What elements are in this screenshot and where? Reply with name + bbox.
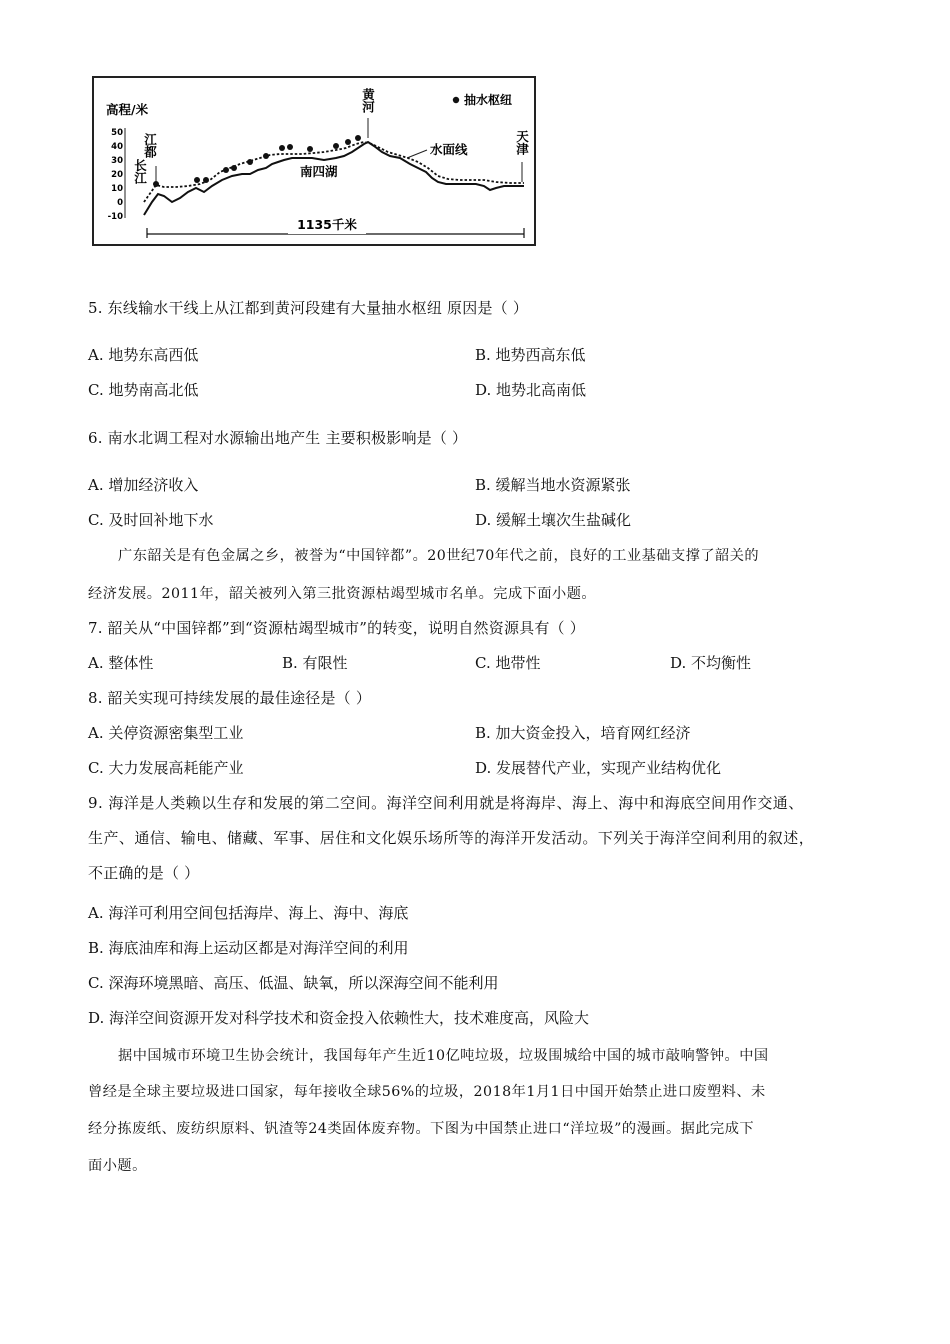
lake-label: 南四湖 [300,164,338,179]
pump-station-marker [247,159,253,165]
passage2-line2: 曾经是全球主要垃圾进口国家，每年接收全球56%的垃圾，2018年1月1日中国开始禁止进口废塑料、未 [88,1084,766,1100]
y-tick: -10 [107,212,123,222]
q6-stem: 6. 南水北调工程对水源输出地产生 主要积极影响是（ ） [88,429,468,447]
q8-option-b[interactable]: B. 加大资金投入，培育网红经济 [475,724,691,742]
yellow-river-label: 黄河 [360,88,376,113]
distance-label: 1135千米 [297,217,357,232]
pump-station-marker [333,143,339,149]
q6-option-d[interactable]: D. 缓解土壤次生盐碱化 [475,511,632,529]
legend-pump-label: 抽水枢纽 [464,93,513,107]
pump-station-marker [223,167,229,173]
q5-stem: 5. 东线输水干线上从江都到黄河段建有大量抽水枢纽 原因是（ ） [88,299,529,317]
pump-station-marker [203,177,209,183]
pump-station-marker [194,177,200,183]
q9-stem-line2: 生产、通信、输电、储藏、军事、居住和文化娱乐场所等的海洋开发活动。下列关于海洋空间利用的叙述， [88,829,815,847]
y-axis-label: 高程/米 [106,102,149,117]
elevation-profile-figure [92,76,536,246]
q8-option-c[interactable]: C. 大力发展高耗能产业 [88,759,244,777]
passage2-line3: 经分拣废纸、废纺织原料、钒渣等24类固体废弃物。下图为中国禁止进口“洋垃圾”的漫画。据此完成下 [88,1121,755,1137]
q7-option-d[interactable]: D. 不均衡性 [670,654,752,672]
passage2-line1: 据中国城市环境卫生协会统计，我国每年产生近10亿吨垃圾，垃圾围城给中国的城市敲响警钟。中国 [118,1048,769,1064]
y-tick: 40 [111,142,123,152]
q8-stem: 8. 韶关实现可持续发展的最佳途径是（ ） [88,689,372,707]
passage1-line2: 经济发展。2011年，韶关被列入第三批资源枯竭型城市名单。完成下面小题。 [88,586,597,602]
q6-option-a[interactable]: A. 增加经济收入 [88,476,199,494]
q8-option-a[interactable]: A. 关停资源密集型工业 [88,724,244,742]
y-tick: 10 [111,184,123,194]
q9-option-d[interactable]: D. 海洋空间资源开发对科学技术和资金投入依赖性大，技术难度高，风险大 [88,1009,590,1027]
q5-option-b[interactable]: B. 地势西高东低 [475,346,586,364]
q5-option-a[interactable]: A. 地势东高西低 [88,346,199,364]
pump-station-marker [345,139,351,145]
y-tick: 0 [117,198,123,208]
q9-stem-line1: 9. 海洋是人类赖以生存和发展的第二空间。海洋空间利用就是将海岸、海上、海中和海底空间用作交通、 [88,794,804,812]
q5-option-d[interactable]: D. 地势北高南低 [475,381,587,399]
pump-station-marker [287,144,293,150]
water-line-label: 水面线 [430,142,468,157]
q5-option-c[interactable]: C. 地势南高北低 [88,381,199,399]
q7-option-a[interactable]: A. 整体性 [88,654,154,672]
pump-station-marker [355,135,361,141]
q9-stem-line3: 不正确的是（ ） [88,864,200,882]
q6-option-b[interactable]: B. 缓解当地水资源紧张 [475,476,631,494]
q9-option-a[interactable]: A. 海洋可利用空间包括海岸、海上、海中、海底 [88,904,409,922]
legend-pump-marker [453,97,459,103]
q9-option-b[interactable]: B. 海底油库和海上运动区都是对海洋空间的利用 [88,939,409,957]
y-tick: 20 [111,170,123,180]
pump-station-marker [307,146,313,152]
q7-option-c[interactable]: C. 地带性 [475,654,541,672]
pump-station-marker [231,165,237,171]
q9-option-c[interactable]: C. 深海环境黑暗、高压、低温、缺氧，所以深海空间不能利用 [88,974,499,992]
start-label-changjiang: 长江 [132,159,148,184]
passage1-line1: 广东韶关是有色金属之乡，被誉为“中国锌都”。20世纪70年代之前，良好的工业基础支撑了韶关的 [118,548,760,564]
pump-station-marker [153,181,159,187]
y-tick: 50 [111,128,123,138]
start-label-jiangdu: 江都 [142,133,158,158]
y-tick: 30 [111,156,123,166]
passage2-line4: 面小题。 [88,1158,147,1174]
q6-option-c[interactable]: C. 及时回补地下水 [88,511,214,529]
pump-station-marker [263,153,269,159]
end-label-tianjin: 天津 [514,130,530,155]
q8-option-d[interactable]: D. 发展替代产业，实现产业结构优化 [475,759,722,777]
q7-stem: 7. 韶关从“中国锌都”到“资源枯竭型城市”的转变，说明自然资源具有（ ） [88,619,585,637]
pump-station-marker [279,145,285,151]
q7-option-b[interactable]: B. 有限性 [282,654,348,672]
